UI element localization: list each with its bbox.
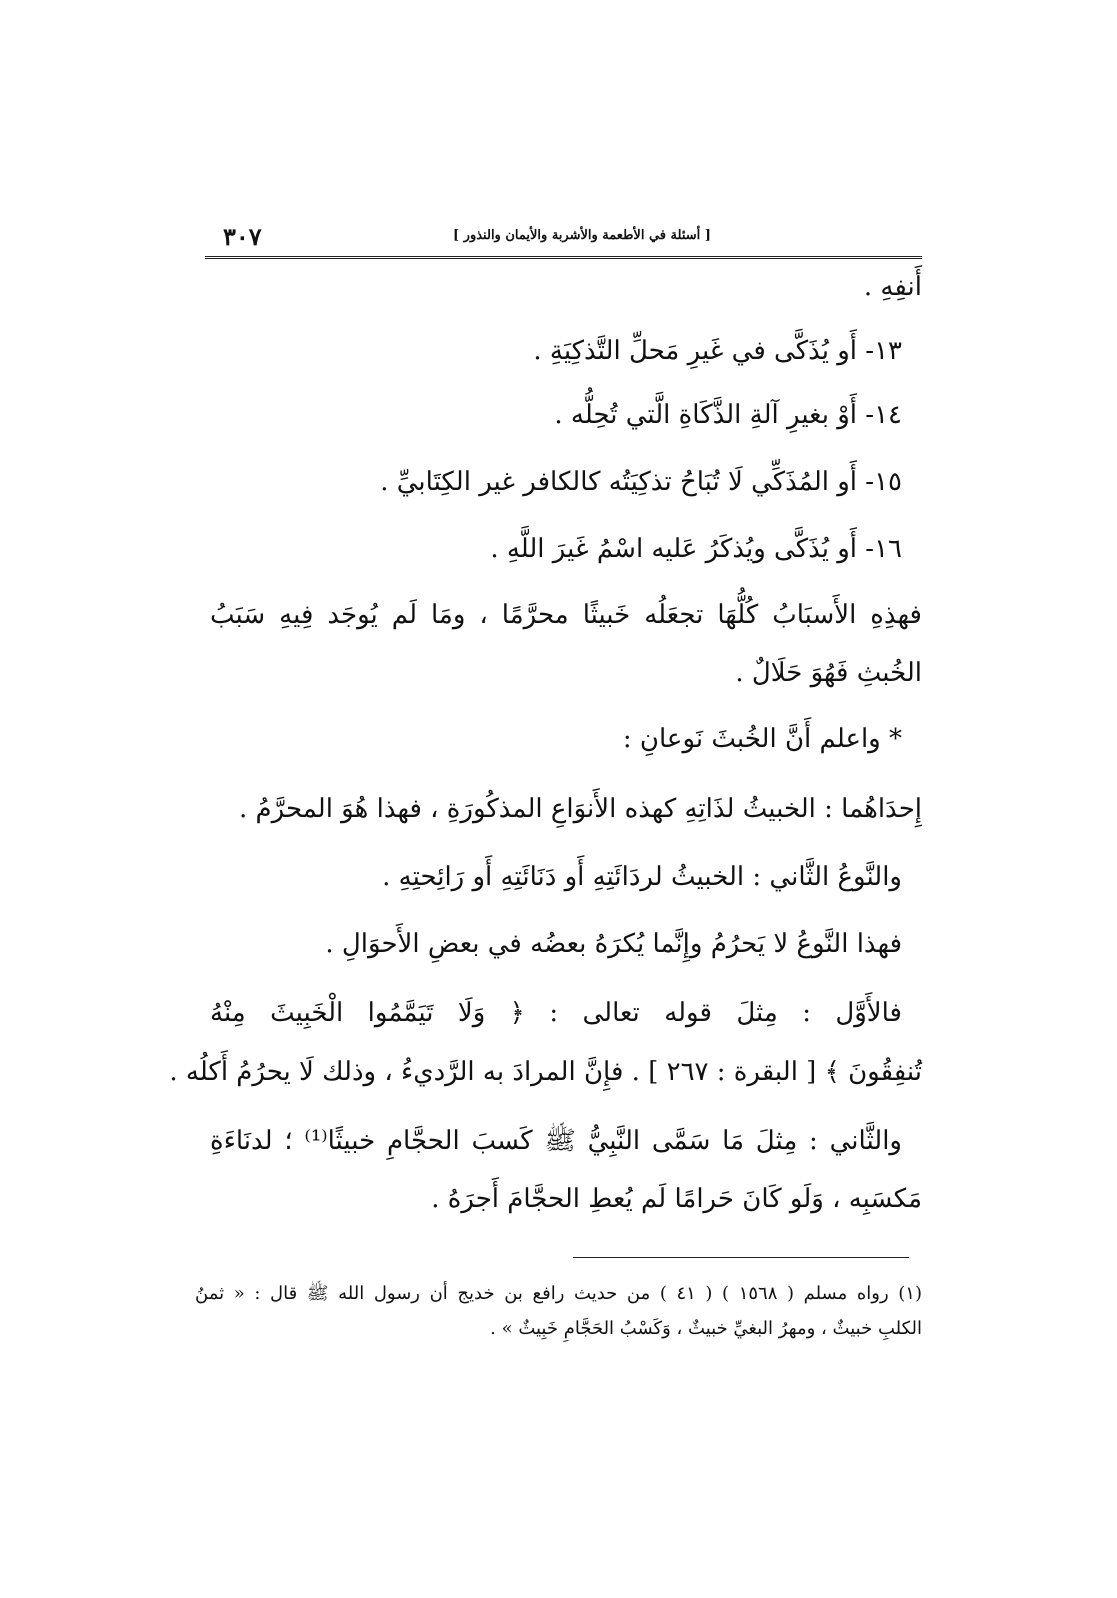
list-item-14: ١٤- أَوْ بغيرِ آلةِ الذَّكَاةِ الَّتي تُحِلُّه . xyxy=(554,400,902,430)
text-line: والثَّاني : مِثلَ مَا سَمَّى النَّبِيُّ ﷺ كَسبَ الحجَّامِ خبيثًا⁽¹⁾ ؛ لدنَاءَةِ xyxy=(210,1126,902,1156)
text-line: والنَّوعُ الثَّاني : الخبيثُ لردَائَتِهِ أَو دَنَائَتِهِ أَو رَائِحتِهِ . xyxy=(382,862,902,892)
running-title: [ أسئلة في الأطعمة والأشربة والأيمان والنذور ] xyxy=(453,228,711,243)
text-line: أَنفِهِ . xyxy=(863,272,922,302)
text-line: مَكسَبِه ، وَلَو كَانَ حَرامًا لَم يُعطِ الحجَّامَ أَجرَهُ . xyxy=(431,1184,922,1214)
page-number: ٣٠٧ xyxy=(223,222,262,251)
footnote-line: (١) رواه مسلم ( ١٥٦٨ ) ( ٤١ ) من حديث رافع بن خديج أن رسول الله ﷺ قال : « ثمنُ xyxy=(195,1283,922,1304)
text-line: فالأَوَّل : مِثلَ قوله تعالى : ﴿ وَلَا تَيَمَّمُوا الْخَبِيثَ مِنْهُ xyxy=(210,998,902,1028)
footnote-line: الكلبِ خبيثٌ ، ومهرُ البغيِّ خبيثٌ ، وَكَسْبُ الحَجَّامِ خَبِيثٌ » . xyxy=(490,1318,922,1339)
header-divider xyxy=(205,256,922,259)
page-header xyxy=(205,222,922,256)
list-item-15: ١٥- أَو المُذَكِّي لَا تُبَاحُ تذكِيَتُه كالكافر غير الكِتَابيِّ . xyxy=(380,467,902,497)
footnote-divider xyxy=(573,1257,909,1258)
text-line: فهذِهِ الأَسبَابُ كُلُّهَا تجعَلُه خَبيثًا محرَّمًا ، ومَا لَم يُوجَد فِيهِ سَبَبُ xyxy=(210,600,922,630)
list-item-16: ١٦- أَو يُذَكَّى ويُذكَرُ عَليه اسْمُ غَيرَ اللَّهِ . xyxy=(490,534,902,564)
text-line: الخُبثِ فَهُوَ حَلَالٌ . xyxy=(735,658,922,688)
text-line: تُنفِقُونَ ﴾ [ البقرة : ٢٦٧ ] . فإِنَّ المرادَ به الرَّديءُ ، وذلك لَا يحرُمُ أَكلُه . xyxy=(169,1057,922,1087)
text-line: * واعلم أَنَّ الخُبثَ نَوعانِ : xyxy=(622,724,902,754)
text-line: إِحدَاهُما : الخبيثُ لذَاتِهِ كهذه الأَنوَاعِ المذكُورَةِ ، فهذا هُوَ المحرَّمُ . xyxy=(238,794,922,824)
list-item-13: ١٣- أَو يُذَكَّى في غَيرِ مَحلِّ التَّذكِيَةِ . xyxy=(533,336,902,366)
text-line: فهذا النَّوعُ لا يَحرُمُ وإِنَّما يُكرَهُ بعضُه في بعضِ الأَحوَالِ . xyxy=(325,929,902,959)
